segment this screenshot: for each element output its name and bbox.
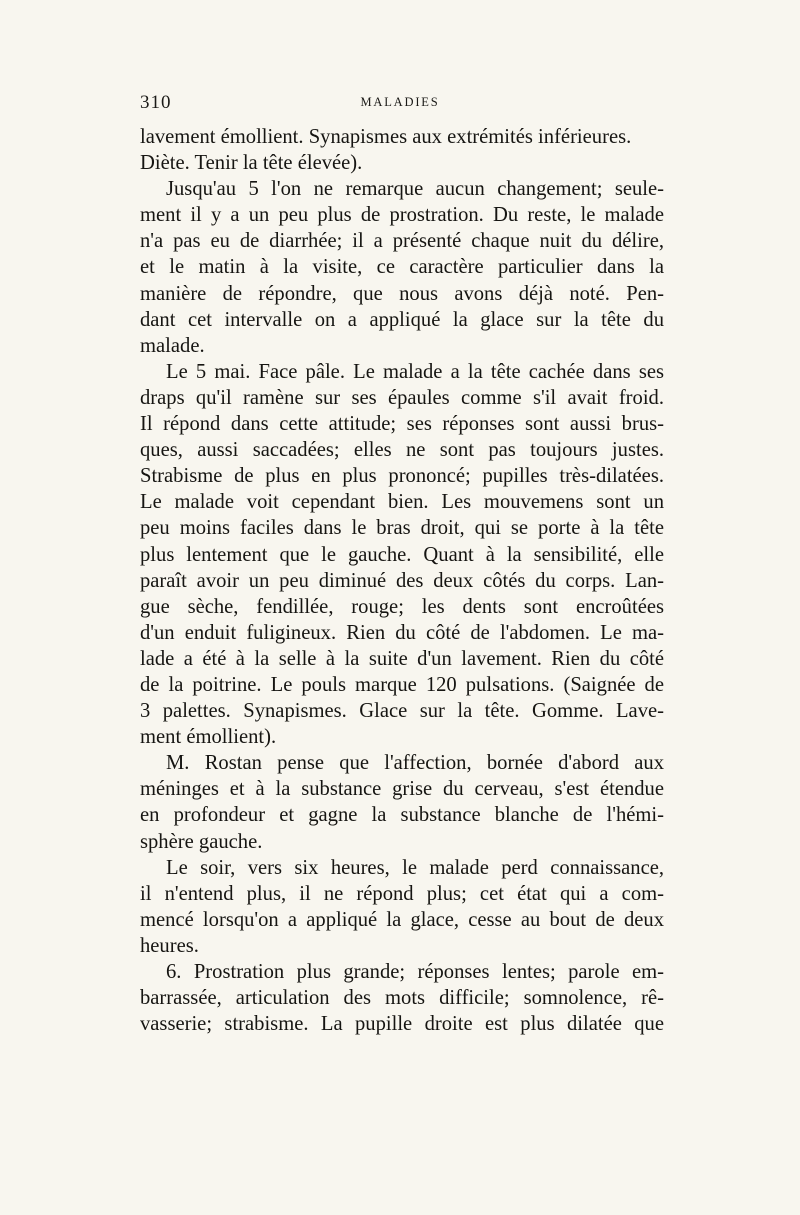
- text-line: n'a pas eu de diarrhée; il a présenté chaque nuit du délire,: [140, 230, 664, 253]
- page-header: [140, 92, 660, 116]
- text-line: de la poitrine. Le pouls marque 120 pulsations. (Saignée de: [140, 673, 664, 696]
- text-line: ques, aussi saccadées; elles ne sont pas toujours justes.: [140, 439, 664, 462]
- text-line: Strabisme de plus en plus prononcé; pupilles très-dilatées.: [140, 465, 664, 488]
- text-line: ment il y a un peu plus de prostration. Du reste, le malade: [140, 204, 664, 227]
- text-line: Jusqu'au 5 l'on ne remarque aucun changement; seule-: [166, 178, 664, 201]
- text-line: en profondeur et gagne la substance blanche de l'hémi-: [140, 804, 664, 827]
- text-line: méninges et à la substance grise du cerveau, s'est étendue: [140, 778, 664, 801]
- text-line: plus lentement que le gauche. Quant à la sensibilité, elle: [140, 543, 664, 566]
- text-line: Le soir, vers six heures, le malade perd connaissance,: [166, 856, 664, 879]
- text-line: manière de répondre, que nous avons déjà noté. Pen-: [140, 282, 664, 305]
- text-line: 6. Prostration plus grande; réponses lentes; parole em-: [166, 961, 664, 983]
- text-line: vasserie; strabisme. La pupille droite est plus dilatée que: [140, 1013, 664, 1036]
- text-line: Le 5 mai. Face pâle. Le malade a la tête cachée dans ses: [166, 360, 664, 383]
- text-line: barrassée, articulation des mots difficile; somnolence, rê-: [140, 987, 664, 1010]
- text-line: et le matin à la visite, ce caractère particulier dans la: [140, 256, 664, 279]
- text-line: draps qu'il ramène sur ses épaules comme s'il avait froid.: [140, 386, 664, 409]
- text-line: ment émollient).: [140, 726, 277, 749]
- text-line: dant cet intervalle on a appliqué la glace sur la tête du: [140, 308, 664, 331]
- text-line: 3 palettes. Synapismes. Glace sur la tête. Gomme. Lave-: [140, 700, 664, 723]
- text-line: malade.: [140, 334, 205, 357]
- text-line: lavement émollient. Synapismes aux extrémités inférieures.: [140, 126, 632, 148]
- text-line: gue sèche, fendillée, rouge; les dents sont encroûtées: [140, 595, 664, 618]
- page-number: 310: [140, 92, 172, 113]
- text-line: heures.: [140, 934, 199, 957]
- text-line: d'un enduit fuligineux. Rien du côté de l'abdomen. Le ma-: [140, 621, 664, 644]
- text-line: sphère gauche.: [140, 830, 263, 853]
- text-line: Diète. Tenir la tête élevée).: [140, 152, 363, 175]
- running-head: MALADIES: [360, 95, 440, 109]
- text-line: Le malade voit cependant bien. Les mouvemens sont un: [140, 491, 664, 514]
- text-line: lade a été à la selle à la suite d'un lavement. Rien du côté: [140, 647, 664, 670]
- text-line: il n'entend plus, il ne répond plus; cet état qui a com-: [140, 882, 664, 905]
- text-line: paraît avoir un peu diminué des deux côtés du corps. Lan-: [140, 569, 664, 592]
- text-line: peu moins faciles dans le bras droit, qui se porte à la tête: [140, 517, 664, 540]
- body-text: [140, 124, 664, 1037]
- text-line: mencé lorsqu'on a appliqué la glace, cesse au bout de deux: [140, 908, 664, 931]
- text-line: M. Rostan pense que l'affection, bornée d'abord aux: [166, 752, 664, 775]
- text-line: Il répond dans cette attitude; ses réponses sont aussi brus-: [140, 413, 664, 436]
